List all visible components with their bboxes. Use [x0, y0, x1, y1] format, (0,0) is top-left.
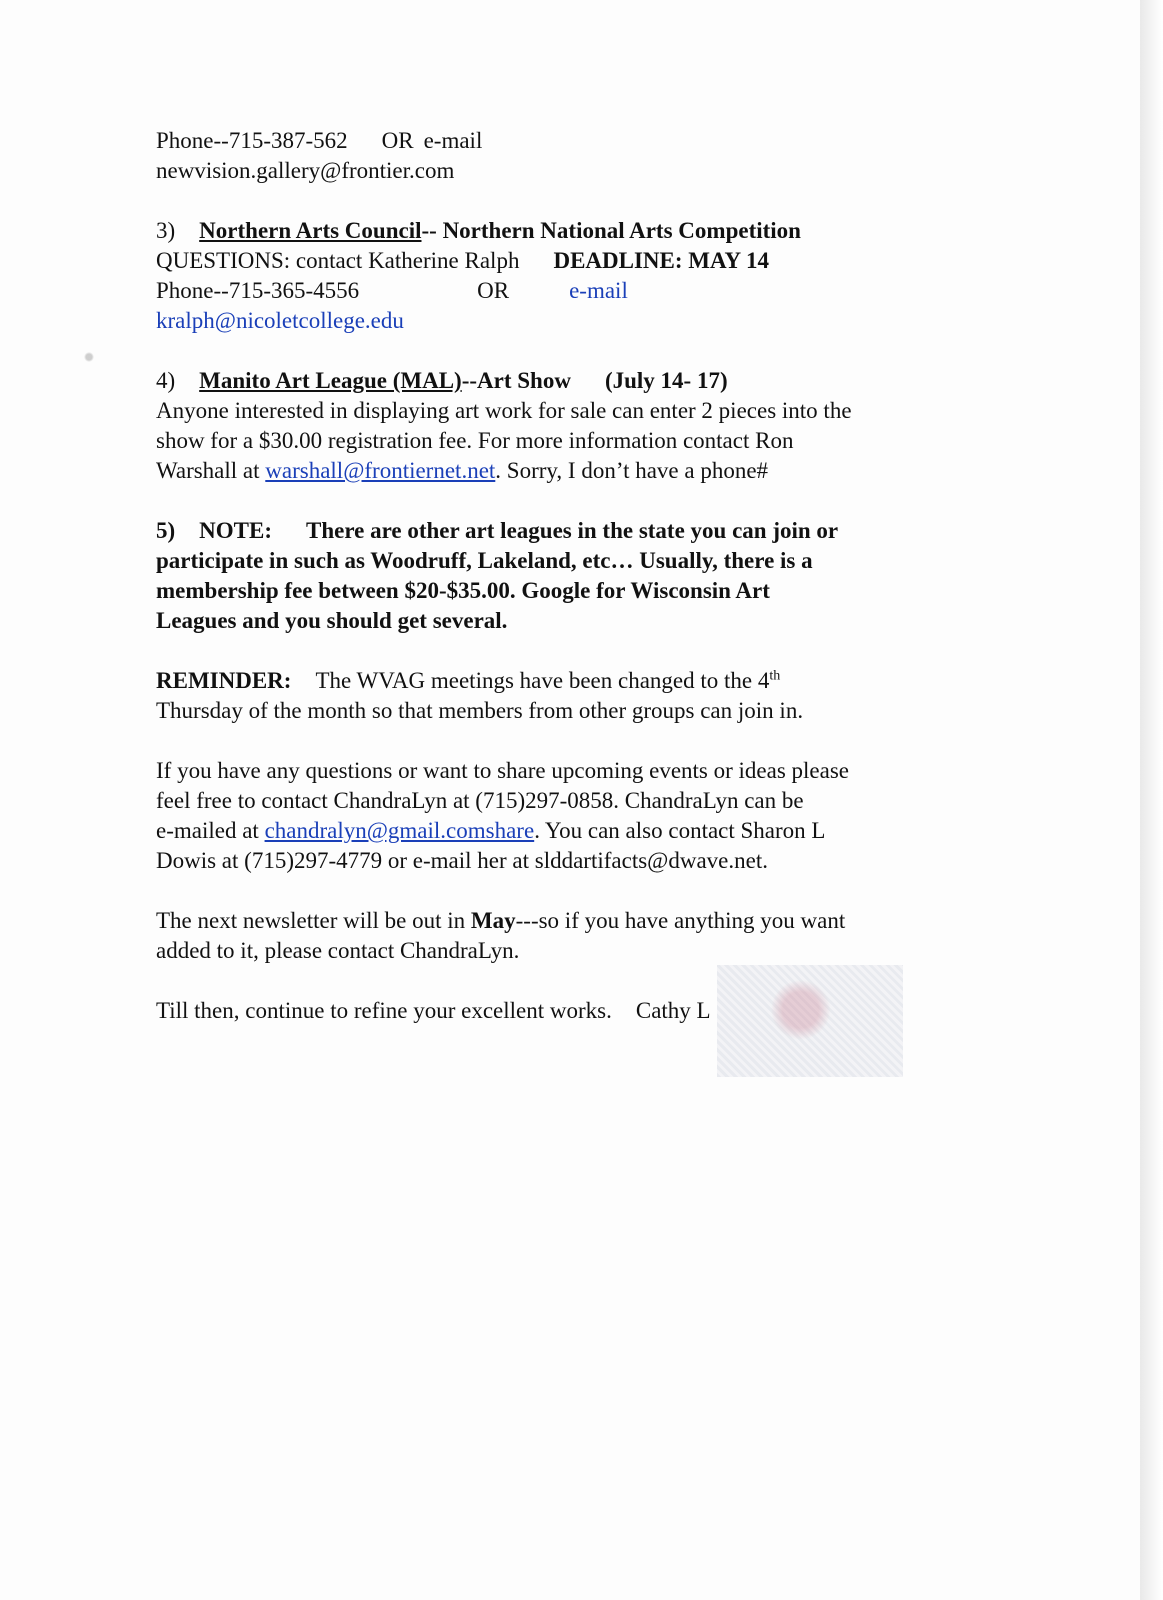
newsletter-line2: added to it, please contact ChandraLyn.: [156, 938, 520, 963]
northern-arts-council: Northern Arts Council: [199, 218, 422, 243]
item4-line3: Warshall at warshall@frontiernet.net. Sorry, I don’t have a phone#: [156, 458, 769, 483]
contact-line4: Dowis at (715)297-4779 or e-mail her at slddartifacts@dwave.net.: [156, 848, 768, 873]
closing-line: Till then, continue to refine your excellent works. Cathy L: [156, 998, 711, 1023]
scan-speck: [84, 346, 94, 368]
item3-heading: 3) Northern Arts Council-- Northern National Arts Competition: [156, 218, 801, 243]
reminder-line2: Thursday of the month so that members from other groups can join in.: [156, 698, 804, 723]
signature: Cathy L: [635, 998, 711, 1023]
newvision-email[interactable]: newvision.gallery@frontier.com: [156, 158, 455, 183]
item5-line2: participate in such as Woodruff, Lakeland, etc… Usually, there is a: [156, 548, 813, 573]
newvision-email-line: [156, 156, 986, 186]
item5-line4: Leagues and you should get several.: [156, 608, 508, 633]
item3-questions: QUESTIONS: contact Katherine Ralph DEADLINE: MAY 14: [156, 248, 769, 273]
contact-line2: feel free to contact ChandraLyn at (715)297-0858. ChandraLyn can be: [156, 788, 804, 813]
newsletter-body: [156, 126, 986, 1026]
chandralyn-email-link[interactable]: chandralyn@gmail.comshare: [264, 818, 535, 843]
item3-email-line: [156, 306, 986, 336]
page-edge: [1140, 0, 1163, 1600]
item5-line3: membership fee between $20-$35.00. Google for Wisconsin Art: [156, 578, 770, 603]
newvision-phone-line: Phone--715-387-562 OR e-mail: [156, 128, 483, 153]
item3-email-link[interactable]: kralph@nicoletcollege.edu: [156, 308, 404, 333]
newsletter-line1: The next newsletter will be out in May---so if you have anything you want: [156, 908, 846, 933]
warshall-email-link[interactable]: warshall@frontiernet.net: [265, 458, 496, 483]
reminder-line1: REMINDER: The WVAG meetings have been changed to the 4th: [156, 668, 781, 693]
item4-line2: show for a $30.00 registration fee. For more information contact Ron: [156, 428, 794, 453]
contact-line1: If you have any questions or want to share upcoming events or ideas please: [156, 758, 849, 783]
item4-heading: 4) Manito Art League (MAL)--Art Show (July 14- 17): [156, 368, 728, 393]
item3-deadline: DEADLINE: MAY 14: [553, 248, 769, 273]
item5-line1: 5) NOTE: There are other art leagues in the state you can join or: [156, 518, 839, 543]
item4-line1: Anyone interested in displaying art work for sale can enter 2 pieces into the: [156, 398, 852, 423]
item3-phone-line: Phone--715-365-4556 OR e-mail: [156, 278, 628, 303]
manito-art-league: Manito Art League (MAL): [199, 368, 462, 393]
contact-line3: e-mailed at chandralyn@gmail.comshare. You can also contact Sharon L: [156, 818, 826, 843]
reminder-label: REMINDER:: [156, 668, 292, 693]
